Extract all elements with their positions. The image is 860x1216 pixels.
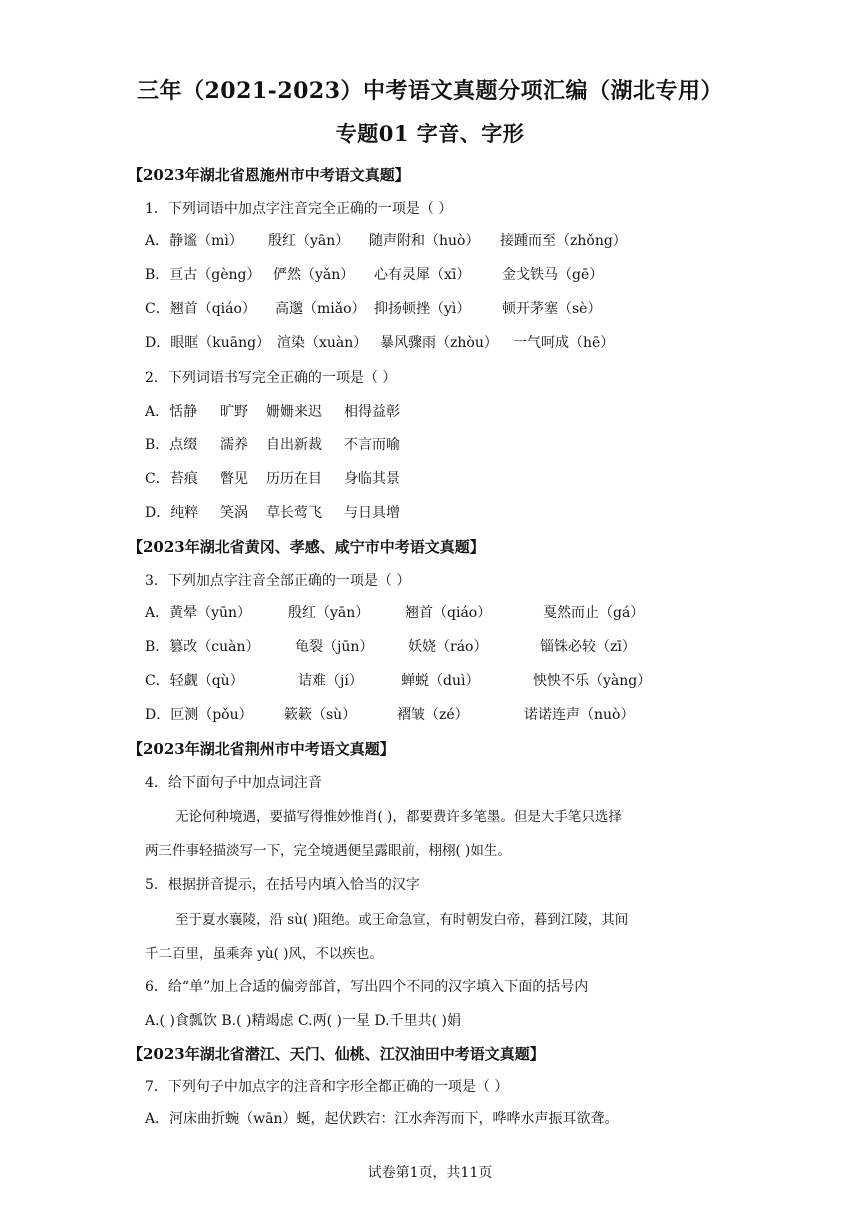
question-6-options: A.( )食瓢饮 B.( )精竭虑 C.两( )一星 D.千里共( )娟 (145, 1013, 461, 1029)
question-4-stem: 4．给下面句子中加点词注音 (145, 775, 322, 791)
question-3-stem: 3．下列加点字注音全部正确的一项是（ ） (145, 573, 411, 589)
document-subtitle: 专题01 字音、字形 (335, 121, 525, 146)
question-4-passage-line-1: 无论何种境遇，要描写得惟妙惟肖( )，都要费许多笔墨。但是大手笔只选择 (175, 809, 622, 825)
section-heading-enshi: 【2023年湖北省恩施州市中考语文真题】 (128, 166, 410, 184)
exam-page: 三年（2021-2023）中考语文真题分项汇编（湖北专用） 专题01 字音、字形 【2023年湖北省恩施州市中考语文真题】 1．下列词语中加点字注音完全正确的一项是（ ） A．静谧（mì） 殷红（yān） 随声附和（huò） 接踵而至（zhǒng） B．亘古（gèng） 俨然（yǎn） 心有灵犀（xī） 金戈铁马（gē） C．翘首（qiáo） 高邈（miǎo） 抑扬顿挫（yì） 顿开茅塞（sè） D．眼眶（kuāng） 渲染（xuàn） 暴风骤雨（zhòu） 一气呵成（hē） 2．下列词语书写完全正确的一项是（ ） A．恬静 旷野 姗姗来迟 相得益彰 B．点缀 濡养 自出新裁 不言而喻 C．苔痕 瞥见 历历在目 身临其景 D．纯粹 笑涡 草长莺飞 与日具增 【2023年湖北省黄冈、孝感、咸宁市中考语文真题】 3．下列加点字注音全部正确的一项是（ ） A．黄晕（yūn） 殷红（yān） 翘首（qiáo） 戛然而止（gá） B．篡改（cuàn） 龟裂（jūn） 妖娆（ráo） 锱铢必较（zī） C．轻觑（qù） 诘难（jí） 蝉蜕（duì） 怏怏不乐（yàng） D．叵测（pǒu） 簌簌（sù） 褶皱（zé） 诺诺连声（nuò） 【2023年湖北省荆州市中考语文真题】 4．给下面句子中加点词注音 无论何种境遇，要描写得惟妙惟肖( )，都要费许多笔墨。但是大手笔只选择 两三件事轻描淡写一下，完全境遇便呈露眼前，栩栩( )如生。 5．根据拼音提示，在括号内填入恰当的汉字 至于夏水襄陵，沿 sù( )阻绝。或王命急宣，有时朝发白帝，暮到江陵，其间 千二百里，虽乘奔 yù( )风，不以疾也。 6．给“单”加上合适的偏旁部首，写出四个不同的汉字填入下面的括号内 A.( )食瓢饮 B.( )精竭虑 C.两( )一星 D.千里共( )娟 【2023年湖北省潜江、天门、仙桃、江汉油田中考语文真题】 7．下列句子中加点字的注音和字形全都正确的一项是（ ） A．河床曲折蜿（wān）蜒，起伏跌宕：江水奔泻而下，哗哗水声振耳欲聋。 试卷第1页，共11页 (0, 0, 860, 1216)
section-heading-jingzhou: 【2023年湖北省荆州市中考语文真题】 (128, 740, 395, 758)
document-title: 三年（2021-2023）中考语文真题分项汇编（湖北专用） (136, 78, 724, 104)
question-7-stem: 7．下列句子中加点字的注音和字形全都正确的一项是（ ） (145, 1079, 509, 1095)
question-2-stem: 2．下列词语书写完全正确的一项是（ ） (145, 370, 397, 386)
question-1-stem: 1．下列词语中加点字注音完全正确的一项是（ ） (145, 201, 453, 217)
question-7-option-a: A．河床曲折蜿（wān）蜒，起伏跌宕：江水奔泻而下，哗哗水声振耳欲聋。 (145, 1111, 619, 1127)
question-5-passage-line-1: 至于夏水襄陵，沿 sù( )阻绝。或王命急宣，有时朝发白帝，暮到江陵，其间 (175, 912, 629, 928)
section-heading-qianjiang: 【2023年湖北省潜江、天门、仙桃、江汉油田中考语文真题】 (128, 1045, 545, 1063)
question-5-passage-line-2: 千二百里，虽乘奔 yù( )风，不以疾也。 (145, 946, 383, 962)
section-heading-huanggang: 【2023年湖北省黄冈、孝感、咸宁市中考语文真题】 (128, 538, 485, 556)
question-4-passage-line-2: 两三件事轻描淡写一下，完全境遇便呈露眼前，栩栩( )如生。 (145, 843, 511, 859)
question-6-stem: 6．给“单”加上合适的偏旁部首，写出四个不同的汉字填入下面的括号内 (145, 979, 589, 995)
page-footer: 试卷第1页，共11页 (367, 1165, 493, 1181)
question-5-stem: 5．根据拼音提示，在括号内填入恰当的汉字 (145, 877, 420, 893)
